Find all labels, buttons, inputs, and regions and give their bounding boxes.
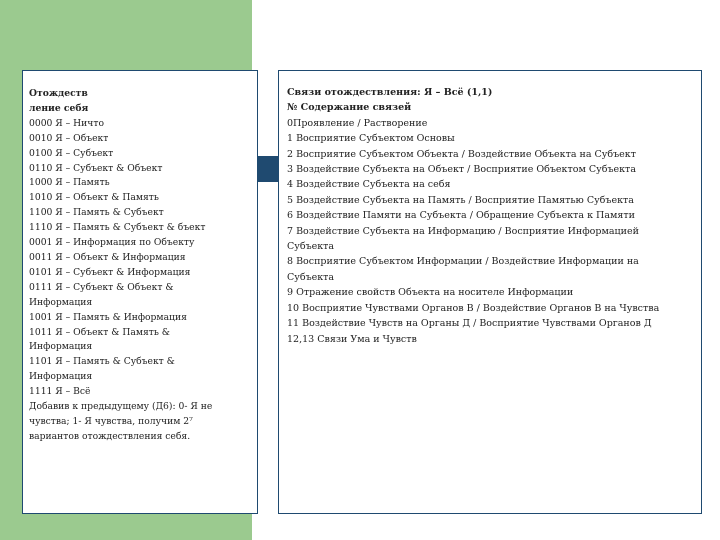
left-text-line: Информация: [29, 296, 93, 308]
left-text-line: 0010 Я – Объект: [29, 132, 109, 144]
right-lines: [287, 116, 695, 347]
left-text-line: Информация: [29, 371, 93, 383]
left-text-line: 1110 Я – Память & Субъект & бъект: [29, 222, 206, 234]
right-text-line: 2 Восприятие Субъектом Объекта / Воздействие Объекта на Субъект: [287, 148, 636, 160]
right-text-line: 9 Отражение свойств Объекта на носителе Информации: [287, 287, 574, 299]
right-text-line: 1 Восприятие Субъектом Основы: [287, 133, 455, 145]
left-text-panel: [22, 70, 258, 514]
right-text-line: Субъекта: [287, 241, 335, 253]
left-text-line: вариантов отождествления себя.: [29, 430, 191, 442]
left-text-line: 0000 Я – Ничто: [29, 117, 104, 129]
left-text-line: 0101 Я – Субъект & Информация: [29, 266, 191, 278]
left-text-line: 1010 Я – Объект & Память: [29, 192, 159, 204]
left-text-line: Добавив к предыдущему (Д6): 0- Я не: [29, 401, 213, 413]
left-lines: [29, 117, 251, 445]
right-text-line: 12,13 Связи Ума и Чувств: [287, 333, 417, 345]
right-text-line: 3 Воздействие Субъекта на Объект / Восприятие Объектом Субъекта: [287, 164, 636, 176]
left-text-line: 1001 Я – Память & Информация: [29, 311, 187, 323]
left-text-line: 0100 Я – Субъект: [29, 147, 114, 159]
right-text-line: 8 Восприятие Субъектом Информации / Воздействие Информации на: [287, 256, 639, 268]
left-text-line: 1111 Я – Всё: [29, 386, 91, 398]
right-subtitle: № Содержание связей: [287, 102, 412, 114]
right-text-line: 5 Воздействие Субъекта на Память / Восприятие Памятью Субъекта: [287, 194, 634, 206]
left-text-line: 1100 Я – Память & Субъект: [29, 207, 164, 219]
left-text-line: Информация: [29, 341, 93, 353]
left-text-line: 0111 Я – Субъект & Объект &: [29, 281, 174, 293]
left-title-line-2: ление себя: [29, 102, 89, 114]
left-text-line: чувства; 1- Я чувства, получим 2⁷: [29, 415, 193, 427]
left-text-line: 1000 Я – Память: [29, 177, 110, 189]
left-text-line: 1011 Я – Объект & Память &: [29, 326, 170, 338]
right-text-line: Субъекта: [287, 271, 335, 283]
right-text-line: 0Проявление / Растворение: [287, 117, 428, 129]
right-text-line: 7 Воздействие Субъекта на Информацию / Восприятие Информацией: [287, 225, 639, 237]
right-text-line: 11 Воздействие Чувств на Органы Д / Восприятие Чувствами Органов Д: [287, 318, 652, 330]
left-text-line: 0011 Я – Объект & Информация: [29, 251, 186, 263]
left-title-line-1: Отождеств: [29, 88, 88, 99]
right-text-line: 6 Воздействие Памяти на Субъекта / Обращение Субъекта к Памяти: [287, 210, 635, 222]
right-text-line: 4 Воздействие Субъекта на себя: [287, 179, 451, 191]
left-text-line: 0110 Я – Субъект & Объект: [29, 162, 163, 174]
left-text-line: 0001 Я – Информация по Объекту: [29, 237, 195, 249]
right-text-panel: [278, 70, 702, 514]
left-text-line: 1101 Я – Память & Субъект &: [29, 356, 175, 368]
right-text-line: 10 Восприятие Чувствами Органов В / Воздействие Органов В на Чувства: [287, 302, 660, 314]
right-title: Связи отождествления: Я – Всё (1,1): [287, 87, 493, 98]
